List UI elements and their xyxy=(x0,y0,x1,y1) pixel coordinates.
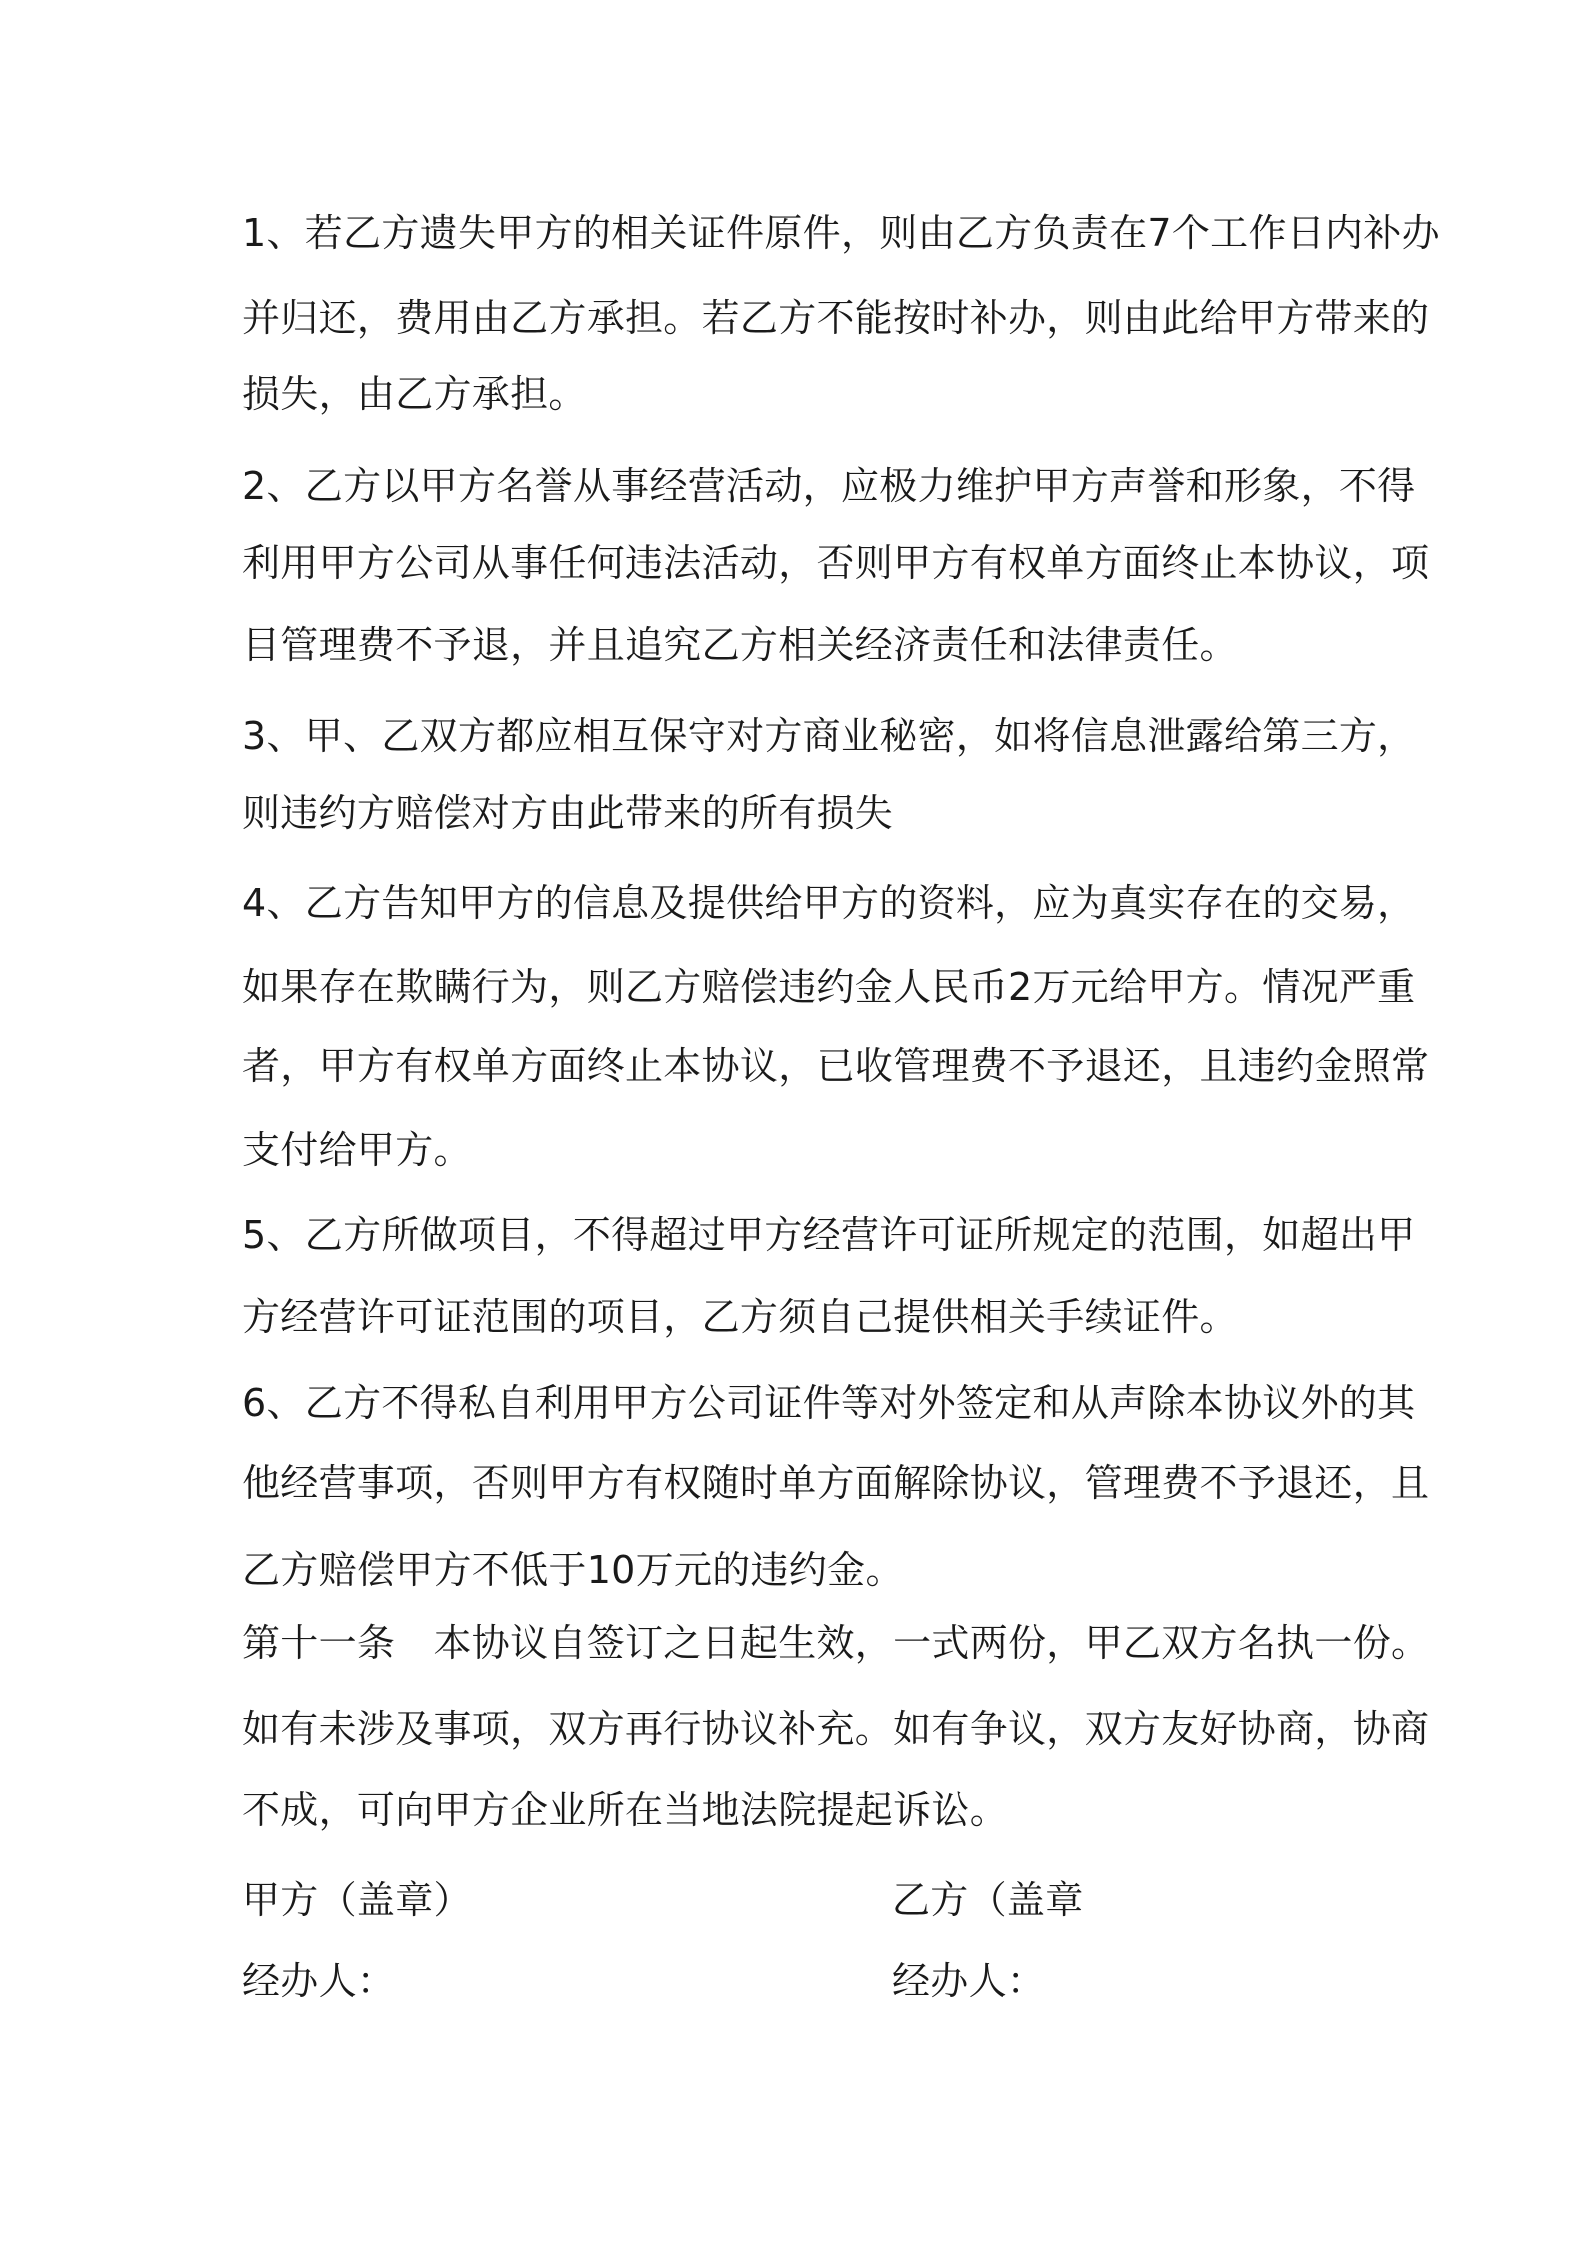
article-eleven-line-2: 如有未涉及事项，双方再行协议补充。如有争议，双方友好协商，协商 xyxy=(242,1707,1430,1751)
party-b-seal-label: 乙方（盖章 xyxy=(892,1878,1084,1922)
clause-6-line-1: 6、乙方不得私自利用甲方公司证件等对外签定和从声除本协议外的其 xyxy=(242,1381,1416,1425)
party-a-agent-label: 经办人： xyxy=(242,1959,396,2003)
clause-3-line-2: 则违约方赔偿对方由此带来的所有损失 xyxy=(242,791,894,835)
clause-4-line-3: 者，甲方有权单方面终止本协议，已收管理费不予退还，且违约金照常 xyxy=(242,1044,1430,1088)
clause-4-line-2: 如果存在欺瞒行为，则乙方赔偿违约金人民币2万元给甲方。情况严重 xyxy=(242,965,1416,1009)
party-b-agent-label: 经办人： xyxy=(892,1959,1046,2003)
clause-1-line-2: 并归还，费用由乙方承担。若乙方不能按时补办，则由此给甲方带来的 xyxy=(242,296,1430,340)
article-eleven-line-3: 不成，可向甲方企业所在当地法院提起诉讼。 xyxy=(242,1788,1009,1832)
clause-2-line-1: 2、乙方以甲方名誉从事经营活动，应极力维护甲方声誉和形象，不得 xyxy=(242,464,1416,508)
clause-1-line-3: 损失，由乙方承担。 xyxy=(242,372,587,416)
clause-2-line-2: 利用甲方公司从事任何违法活动，否则甲方有权单方面终止本协议，项 xyxy=(242,541,1430,585)
clause-4-line-1: 4、乙方告知甲方的信息及提供给甲方的资料，应为真实存在的交易， xyxy=(242,881,1416,925)
clause-4-line-4: 支付给甲方。 xyxy=(242,1128,472,1172)
clause-5-line-2: 方经营许可证范围的项目，乙方须自己提供相关手续证件。 xyxy=(242,1295,1238,1339)
party-a-seal-label: 甲方（盖章） xyxy=(242,1878,472,1922)
clause-6-line-2: 他经营事项，否则甲方有权随时单方面解除协议，管理费不予退还，且 xyxy=(242,1461,1430,1505)
clause-1-line-1: 1、若乙方遗失甲方的相关证件原件，则由乙方负责在7个工作日内补办 xyxy=(242,211,1440,255)
clause-2-line-3: 目管理费不予退，并且追究乙方相关经济责任和法律责任。 xyxy=(242,623,1238,667)
article-eleven-line-1: 第十一条 本协议自签订之日起生效，一式两份，甲乙双方名执一份。 xyxy=(242,1621,1430,1665)
clause-3-line-1: 3、甲、乙双方都应相互保守对方商业秘密，如将信息泄露给第三方， xyxy=(242,714,1416,758)
clause-6-line-3: 乙方赔偿甲方不低于10万元的违约金。 xyxy=(242,1548,904,1592)
clause-5-line-1: 5、乙方所做项目，不得超过甲方经营许可证所规定的范围，如超出甲 xyxy=(242,1213,1416,1257)
